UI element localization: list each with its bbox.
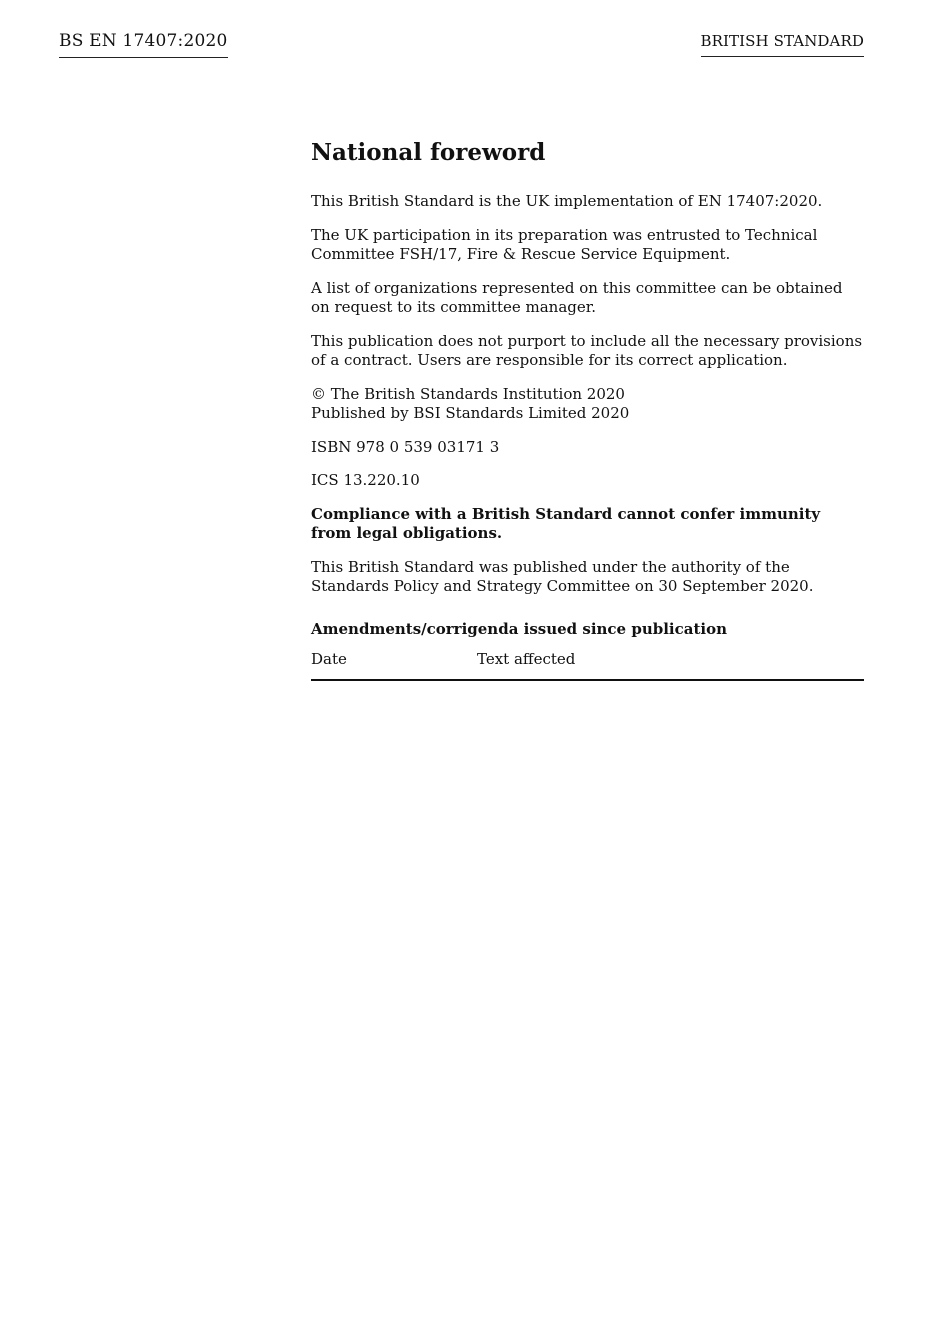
- ics-line: ICS 13.220.10: [311, 471, 420, 489]
- amendments-table: [311, 649, 864, 681]
- amendments-date-header: Date: [311, 649, 347, 668]
- contract-paragraph: This publication does not purport to include all the necessary provisions of a contract. Users are responsible for its correct application.: [311, 331, 863, 369]
- copyright-line: © The British Standards Institution 2020: [311, 384, 625, 403]
- copyright-block: [311, 385, 864, 424]
- compliance-notice: Compliance with a British Standard cannot confer immunity from legal obligations.: [311, 504, 821, 542]
- authority-paragraph: This British Standard was published under the authority of the Standards Policy and Strategy Committee on 30 September 2020.: [311, 557, 814, 595]
- isbn-line: ISBN 978 0 539 03171 3: [311, 437, 500, 456]
- committee-paragraph: The UK participation in its preparation was entrusted to Technical Committee FSH/17, Fire & Rescue Service Equipment.: [311, 225, 818, 263]
- page-title: National foreword: [311, 139, 546, 166]
- foreword-section: [311, 138, 864, 681]
- amendments-title: Amendments/corrigenda issued since publication: [311, 619, 727, 638]
- implementation-paragraph: This British Standard is the UK implementation of EN 17407:2020.: [311, 192, 823, 210]
- standard-series-label: BRITISH STANDARD: [701, 32, 865, 57]
- organizations-paragraph: A list of organizations represented on this committee can be obtained on request to its committee manager.: [311, 278, 843, 316]
- document-number: BS EN 17407:2020: [59, 31, 228, 58]
- amendments-text-header: Text affected: [477, 649, 576, 668]
- publisher-line: Published by BSI Standards Limited 2020: [311, 404, 630, 422]
